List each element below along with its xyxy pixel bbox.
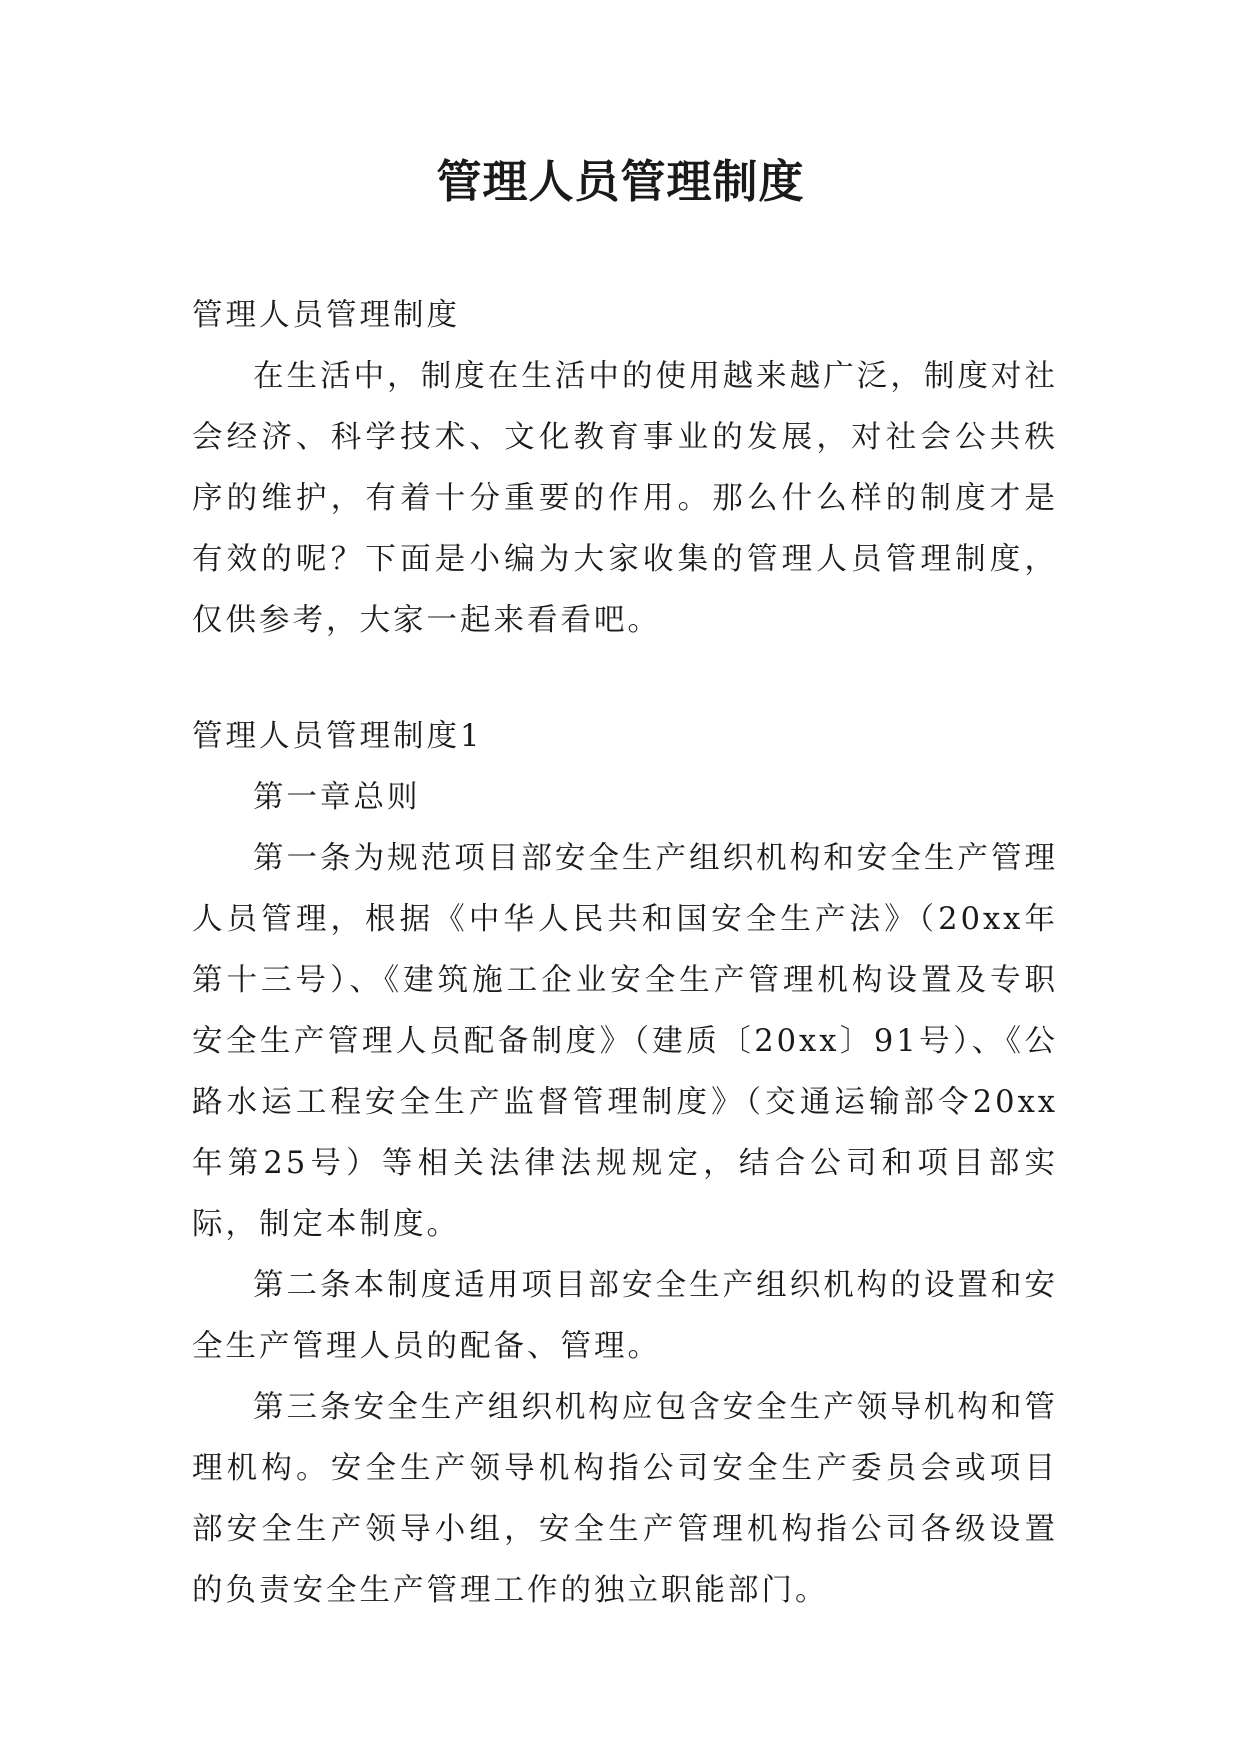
document-title: 管理人员管理制度	[436, 155, 805, 208]
article-paragraph: 第二条本制度适用项目部安全生产组织机构的设置和安全生产管理人员的配备、管理。	[192, 1268, 1058, 1364]
section-heading: 管理人员管理制度1	[192, 719, 483, 754]
section-spacer	[192, 651, 1058, 706]
article-paragraph: 第三条安全生产组织机构应包含安全生产领导机构和管理机构。安全生产领导机构指公司安全生产委员会或项目部安全生产领导小组，安全生产管理机构指公司各级设置的负责安全生产管理工作的独立职能部门。	[192, 1390, 1058, 1608]
chapter-heading: 第一章总则	[253, 780, 421, 815]
article-paragraph: 第一条为规范项目部安全生产组织机构和安全生产管理人员管理，根据《中华人民共和国安全生产法》（20xx年第十三号）、《建筑施工企业安全生产管理机构设置及专职安全生产管理人员配备制度》（建质〔20xx〕91号）、《公路水运工程安全生产监督管理制度》（交通运输部令20xx年第25号）等相关法律法规规定，结合公司和项目部实际，制定本制度。	[192, 841, 1058, 1242]
document-body	[192, 285, 1058, 1621]
intro-paragraph: 在生活中，制度在生活中的使用越来越广泛，制度对社会经济、科学技术、文化教育事业的发展，对社会公共秩序的维护，有着十分重要的作用。那么什么样的制度才是有效的呢？下面是小编为大家收集的管理人员管理制度，仅供参考，大家一起来看看吧。	[192, 359, 1058, 638]
subtitle: 管理人员管理制度	[192, 298, 460, 333]
